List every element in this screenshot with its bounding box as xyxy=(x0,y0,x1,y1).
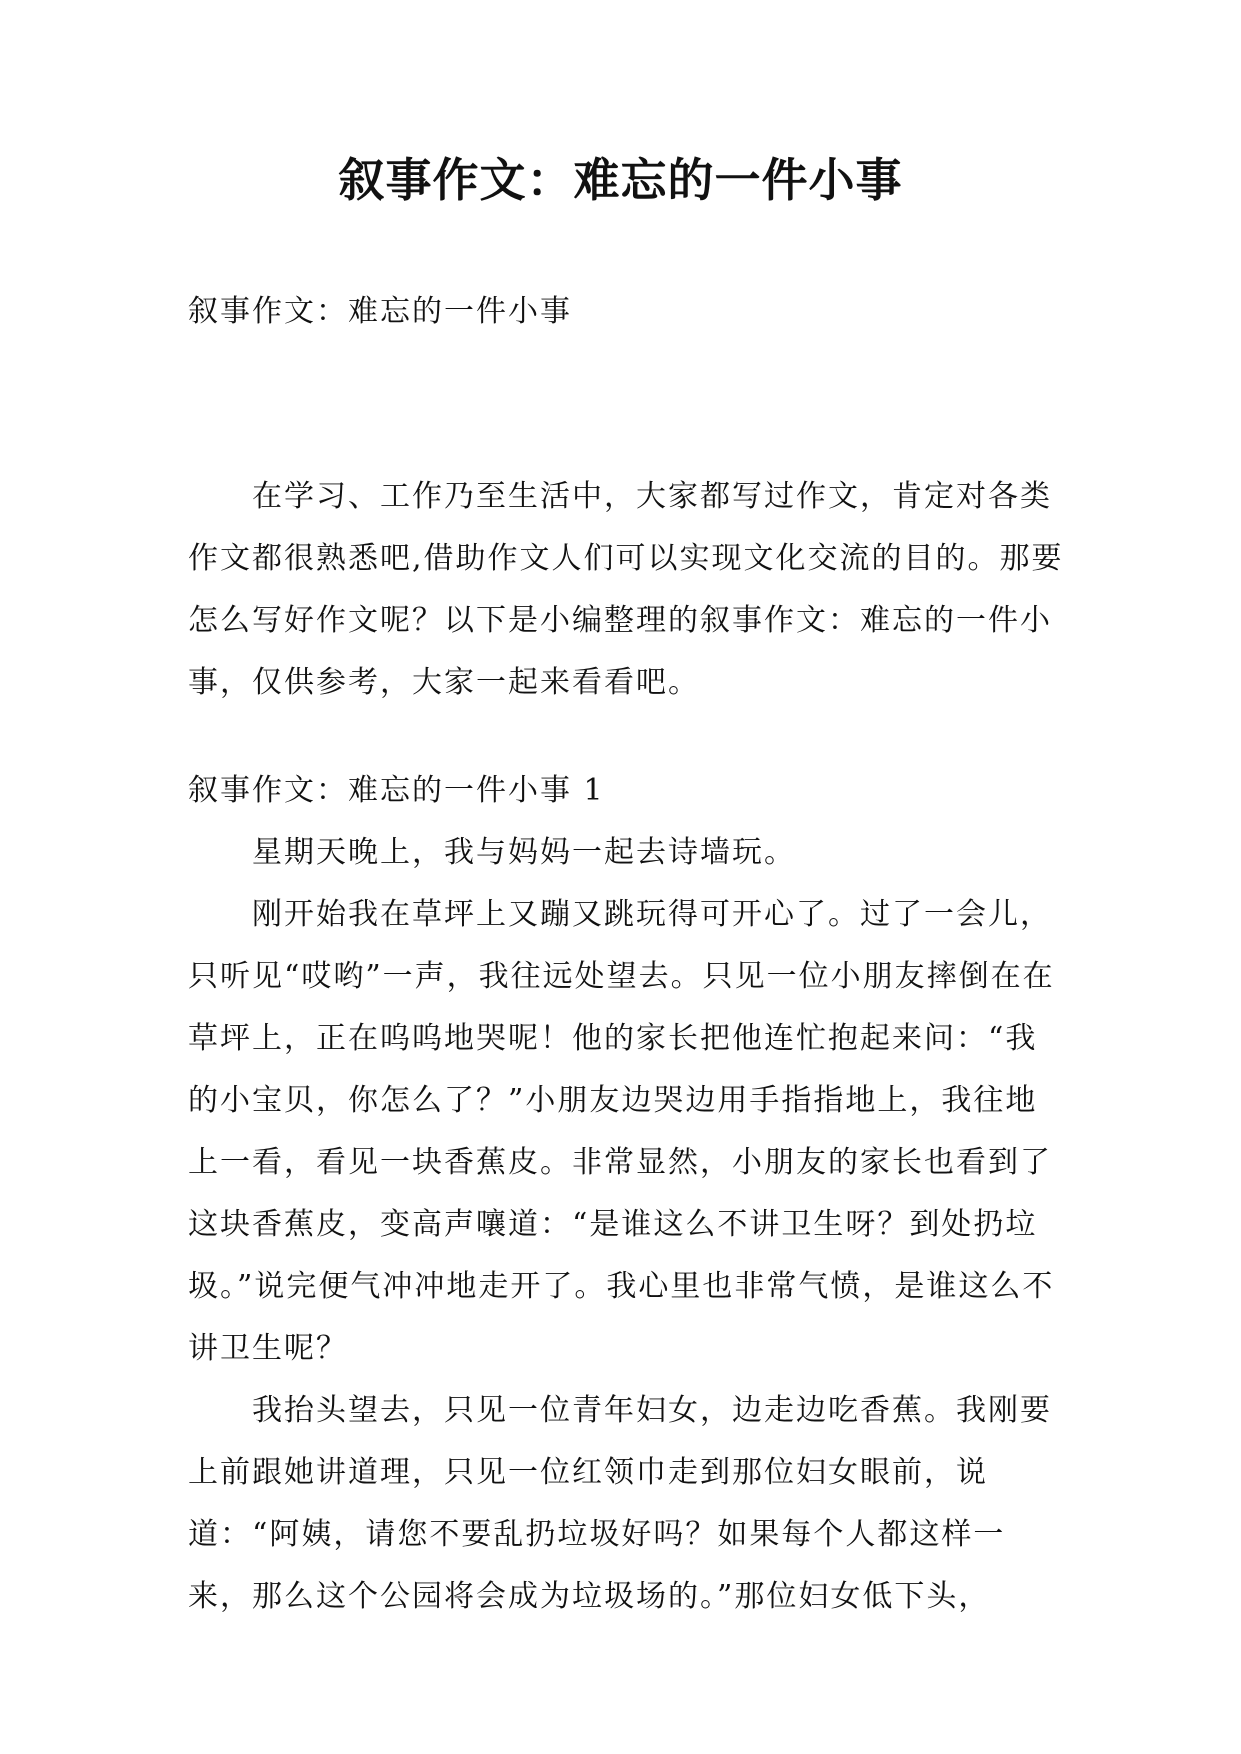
document-subtitle: 叙事作文：难忘的一件小事 xyxy=(188,294,572,329)
intro-paragraph: 在学习、工作乃至生活中，大家都写过作文，肯定对各类作文都很熟悉吧,借助作文人们可以实现文化交流的目的。那要怎么写好作文呢？以下是小编整理的叙事作文：难忘的一件小事，仅供参考，大家一起来看看吧。 xyxy=(188,479,1064,700)
essay-section-1 xyxy=(188,760,1068,1628)
section-heading: 叙事作文：难忘的一件小事 1 xyxy=(188,773,605,808)
body-paragraph: 星期天晚上，我与妈妈一起去诗墙玩。 xyxy=(252,835,796,870)
document-title: 叙事作文：难忘的一件小事 xyxy=(338,153,903,207)
body-paragraph: 刚开始我在草坪上又蹦又跳玩得可开心了。过了一会儿，只听见“哎哟”一声，我往远处望去。只见一位小朋友摔倒在在草坪上，正在呜呜地哭呢！他的家长把他连忙抱起来问：“我的小宝贝，你怎么了？”小朋友边哭边用手指指地上，我往地上一看，看见一块香蕉皮。非常显然，小朋友的家长也看到了这块香蕉皮，变高声嚷道：“是谁这么不讲卫生呀？到处扔垃圾。”说完便气冲冲地走开了。我心里也非常气愤，是谁这么不讲卫生呢？ xyxy=(188,897,1055,1366)
body-paragraph: 我抬头望去，只见一位青年妇女，边走边吃香蕉。我刚要上前跟她讲道理，只见一位红领巾走到那位妇女眼前，说道：“阿姨，请您不要乱扔垃圾好吗？如果每个人都这样一来，那么这个公园将会成为垃圾场的。”那位妇女低下头， xyxy=(188,1393,1052,1614)
